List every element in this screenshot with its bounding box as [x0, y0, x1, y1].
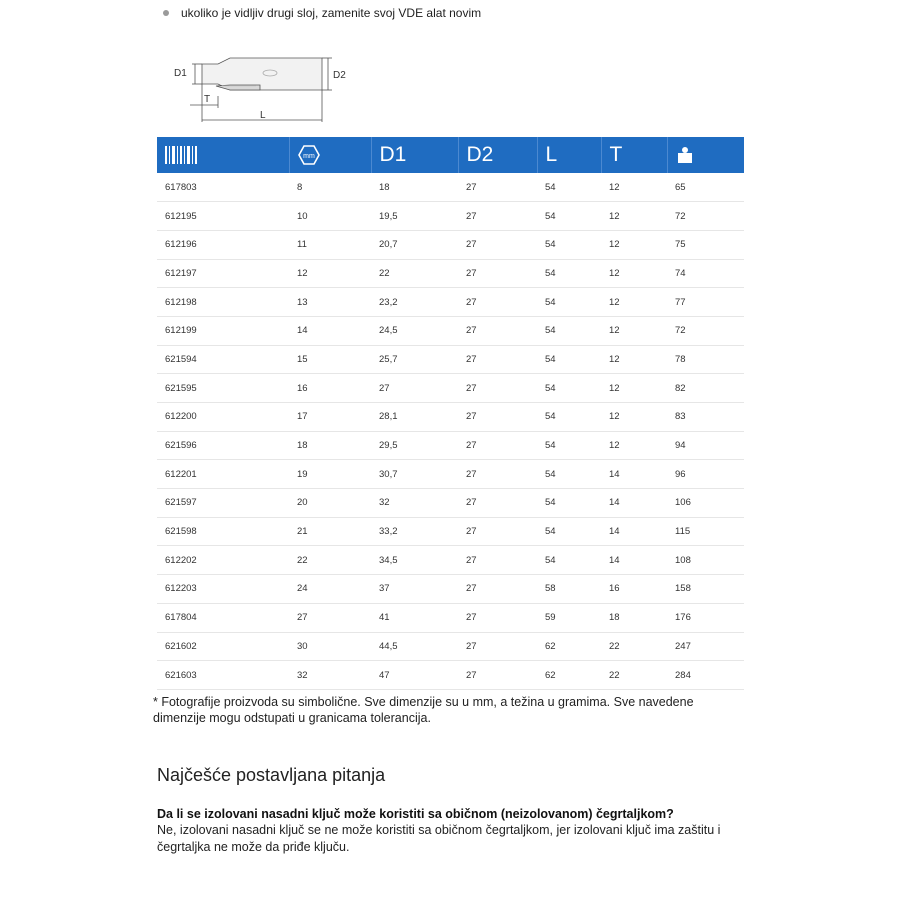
cell-d1: 24,5	[379, 325, 398, 337]
table-row	[157, 173, 744, 202]
cell-d2: 27	[466, 325, 477, 337]
cell-d2: 27	[466, 382, 477, 394]
cell-d2: 27	[466, 296, 477, 308]
cell-d2: 27	[466, 497, 477, 509]
header-weight	[667, 137, 744, 173]
cell-weight: 72	[675, 325, 686, 337]
diagram-label-d1: D1	[174, 68, 187, 79]
bullet-item	[163, 6, 481, 20]
cell-l: 58	[545, 583, 556, 595]
cell-d2: 27	[466, 640, 477, 652]
cell-weight: 77	[675, 296, 686, 308]
cell-d1: 34,5	[379, 554, 398, 566]
cell-t: 22	[609, 640, 620, 652]
cell-l: 62	[545, 669, 556, 681]
cell-article: 617804	[165, 612, 197, 624]
cell-size: 16	[297, 382, 308, 394]
cell-weight: 108	[675, 554, 691, 566]
cell-t: 14	[609, 554, 620, 566]
table-row	[157, 374, 744, 403]
faq-answer: Ne, izolovani nasadni ključ se ne može koristiti sa običnom čegrtaljkom, jer izolovani ključ ima zaštitu i čegrtaljka ne može da priđe ključu.	[157, 823, 721, 854]
cell-weight: 96	[675, 468, 686, 480]
cell-article: 621596	[165, 440, 197, 452]
hex-mm-icon-text: mm	[302, 153, 315, 161]
table-row	[157, 259, 744, 288]
cell-article: 612197	[165, 267, 197, 279]
cell-t: 12	[609, 181, 620, 193]
cell-d1: 33,2	[379, 526, 398, 538]
cell-d2: 27	[466, 353, 477, 365]
cell-d2: 27	[466, 267, 477, 279]
cell-article: 612201	[165, 468, 197, 480]
cell-size: 27	[297, 612, 308, 624]
cell-l: 54	[545, 526, 556, 538]
cell-d2: 27	[466, 468, 477, 480]
table-row	[157, 517, 744, 546]
cell-d1: 37	[379, 583, 390, 595]
cell-d1: 25,7	[379, 353, 398, 365]
cell-t: 18	[609, 612, 620, 624]
cell-d1: 19,5	[379, 210, 398, 222]
table-row	[157, 546, 744, 575]
cell-t: 12	[609, 411, 620, 423]
cell-article: 612203	[165, 583, 197, 595]
cell-l: 54	[545, 411, 556, 423]
cell-weight: 83	[675, 411, 686, 423]
header-l: L	[537, 137, 601, 173]
cell-l: 54	[545, 554, 556, 566]
cell-article: 612202	[165, 554, 197, 566]
cell-l: 54	[545, 325, 556, 337]
product-table	[157, 137, 744, 690]
cell-d1: 20,7	[379, 239, 398, 251]
cell-d2: 27	[466, 181, 477, 193]
cell-weight: 75	[675, 239, 686, 251]
cell-article: 612195	[165, 210, 197, 222]
cell-weight: 65	[675, 181, 686, 193]
cell-weight: 115	[675, 526, 691, 538]
cell-size: 24	[297, 583, 308, 595]
cell-d1: 28,1	[379, 411, 398, 423]
cell-size: 12	[297, 267, 308, 279]
cell-article: 621597	[165, 497, 197, 509]
faq-question: Da li se izolovani nasadni ključ može koristiti sa običnom (neizolovanom) čegrtaljkom?	[157, 807, 674, 821]
cell-d1: 30,7	[379, 468, 398, 480]
cell-d1: 44,5	[379, 640, 398, 652]
cell-size: 32	[297, 669, 308, 681]
cell-size: 13	[297, 296, 308, 308]
cell-weight: 82	[675, 382, 686, 394]
cell-weight: 72	[675, 210, 686, 222]
cell-d2: 27	[466, 526, 477, 538]
cell-t: 14	[609, 526, 620, 538]
table-row	[157, 632, 744, 661]
table-row	[157, 603, 744, 632]
table-row	[157, 431, 744, 460]
cell-size: 8	[297, 181, 303, 193]
socket-dimension-diagram	[170, 44, 360, 128]
cell-t: 12	[609, 239, 620, 251]
cell-size: 11	[297, 239, 307, 251]
cell-d2: 27	[466, 239, 477, 251]
cell-article: 612199	[165, 325, 197, 337]
table-row	[157, 460, 744, 489]
cell-size: 19	[297, 468, 308, 480]
cell-l: 59	[545, 612, 556, 624]
cell-d2: 27	[466, 612, 477, 624]
cell-d2: 27	[466, 210, 477, 222]
cell-d1: 27	[379, 382, 390, 394]
cell-d1: 47	[379, 669, 390, 681]
cell-l: 54	[545, 497, 556, 509]
cell-d1: 23,2	[379, 296, 398, 308]
cell-article: 612198	[165, 296, 197, 308]
table-row	[157, 230, 744, 259]
cell-d2: 27	[466, 583, 477, 595]
table-row	[157, 316, 744, 345]
cell-article: 621595	[165, 382, 197, 394]
cell-size: 20	[297, 497, 308, 509]
cell-weight: 106	[675, 497, 691, 509]
cell-l: 54	[545, 296, 556, 308]
cell-d1: 29,5	[379, 440, 398, 452]
cell-l: 54	[545, 382, 556, 394]
cell-l: 54	[545, 239, 556, 251]
cell-article: 621603	[165, 669, 197, 681]
cell-weight: 158	[675, 583, 691, 595]
table-row	[157, 403, 744, 432]
footnote: * Fotografije proizvoda su simbolične. Sve dimenzije su u mm, a težina u gramima. Sve navedene dimenzije mogu odstupati u granicama tolerancija.	[153, 695, 694, 725]
cell-d1: 32	[379, 497, 390, 509]
cell-article: 621602	[165, 640, 197, 652]
header-d1: D1	[371, 137, 458, 173]
cell-t: 12	[609, 296, 620, 308]
cell-d2: 27	[466, 554, 477, 566]
cell-size: 21	[297, 526, 308, 538]
cell-t: 12	[609, 267, 620, 279]
cell-weight: 284	[675, 669, 691, 681]
cell-l: 54	[545, 267, 556, 279]
table-row	[157, 575, 744, 604]
cell-size: 15	[297, 353, 308, 365]
header-size	[289, 137, 371, 173]
cell-d2: 27	[466, 669, 477, 681]
cell-l: 54	[545, 440, 556, 452]
bullet-dot-icon	[163, 10, 169, 16]
cell-d2: 27	[466, 411, 477, 423]
weight-icon	[676, 146, 694, 164]
cell-t: 12	[609, 382, 620, 394]
cell-d2: 27	[466, 440, 477, 452]
diagram-label-l: L	[260, 110, 266, 121]
cell-t: 16	[609, 583, 620, 595]
cell-t: 12	[609, 325, 620, 337]
hex-mm-icon	[298, 145, 320, 165]
cell-d1: 41	[379, 612, 390, 624]
faq-title: Najčešće postavljana pitanja	[157, 765, 386, 785]
table-row	[157, 202, 744, 231]
header-d2: D2	[458, 137, 537, 173]
cell-t: 22	[609, 669, 620, 681]
cell-article: 621598	[165, 526, 197, 538]
header-article-number	[157, 137, 289, 173]
cell-t: 12	[609, 440, 620, 452]
cell-weight: 74	[675, 267, 686, 279]
cell-l: 54	[545, 468, 556, 480]
cell-size: 14	[297, 325, 308, 337]
table-header-row	[157, 137, 744, 173]
table-row	[157, 661, 744, 690]
cell-size: 17	[297, 411, 308, 423]
cell-d1: 18	[379, 181, 390, 193]
header-t: T	[601, 137, 667, 173]
cell-t: 14	[609, 497, 620, 509]
cell-l: 54	[545, 210, 556, 222]
bullet-text: ukoliko je vidljiv drugi sloj, zamenite svoj VDE alat novim	[181, 6, 482, 20]
cell-l: 54	[545, 353, 556, 365]
cell-size: 10	[297, 210, 308, 222]
cell-article: 612200	[165, 411, 197, 423]
barcode-icon	[165, 146, 197, 164]
cell-weight: 176	[675, 612, 691, 624]
diagram-label-t: T	[204, 94, 211, 105]
cell-t: 12	[609, 353, 620, 365]
table-row	[157, 489, 744, 518]
cell-weight: 94	[675, 440, 686, 452]
cell-size: 30	[297, 640, 308, 652]
table-row	[157, 288, 744, 317]
cell-t: 12	[609, 210, 620, 222]
cell-l: 62	[545, 640, 556, 652]
cell-article: 617803	[165, 181, 197, 193]
cell-l: 54	[545, 181, 556, 193]
cell-size: 22	[297, 554, 308, 566]
cell-weight: 247	[675, 640, 691, 652]
diagram-label-d2: D2	[333, 70, 346, 81]
cell-weight: 78	[675, 353, 686, 365]
cell-article: 621594	[165, 353, 197, 365]
cell-t: 14	[609, 468, 620, 480]
table-row	[157, 345, 744, 374]
cell-d1: 22	[379, 267, 390, 279]
cell-size: 18	[297, 440, 308, 452]
cell-article: 612196	[165, 239, 197, 251]
